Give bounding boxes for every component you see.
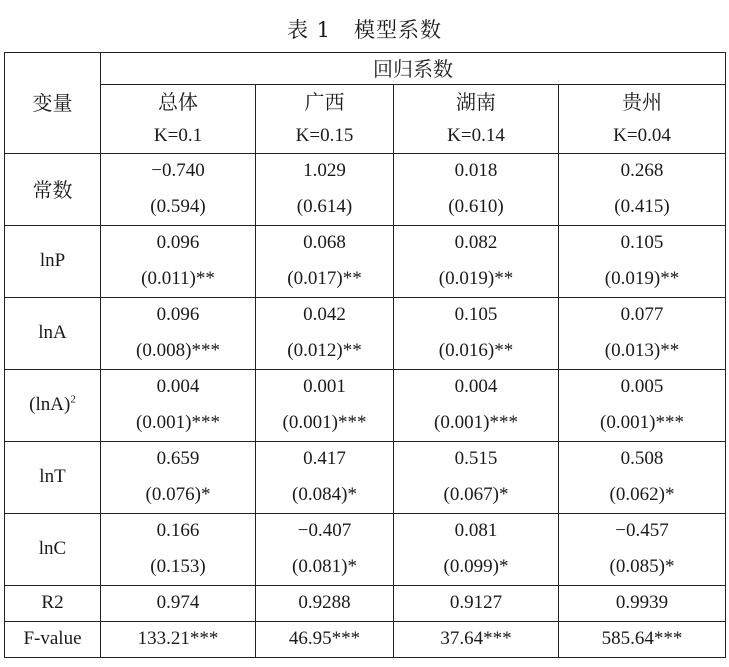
coefficient-cell: 0.268 bbox=[559, 154, 726, 190]
standard-error-cell: (0.012)** bbox=[256, 334, 394, 370]
footer-value: 133.21*** bbox=[101, 622, 256, 658]
table-row bbox=[5, 298, 726, 334]
coefficient-cell: 1.029 bbox=[256, 154, 394, 190]
header-k-value: K=0.15 bbox=[256, 120, 394, 154]
variable-label bbox=[5, 298, 101, 370]
table-row-se bbox=[5, 478, 726, 514]
coefficient-cell: 0.417 bbox=[256, 442, 394, 478]
table-row-se bbox=[5, 262, 726, 298]
coefficient-cell: 0.042 bbox=[256, 298, 394, 334]
footer-value: 0.974 bbox=[101, 586, 256, 622]
standard-error-cell: (0.081)* bbox=[256, 550, 394, 586]
footer-value: 37.64*** bbox=[394, 622, 559, 658]
standard-error-cell: (0.001)*** bbox=[559, 406, 726, 442]
table-row-se bbox=[5, 190, 726, 226]
coefficient-cell: 0.001 bbox=[256, 370, 394, 406]
variable-label-superscript: 2 bbox=[70, 393, 76, 406]
standard-error-cell: (0.019)** bbox=[394, 262, 559, 298]
header-regression-coefficients: 回归系数 bbox=[101, 53, 726, 85]
variable-label-text: 常数 bbox=[32, 177, 73, 202]
footer-row bbox=[5, 586, 726, 622]
standard-error-cell: (0.062)* bbox=[559, 478, 726, 514]
table-body bbox=[5, 53, 726, 658]
header-k-value: K=0.14 bbox=[394, 120, 559, 154]
coefficient-cell: 0.105 bbox=[559, 226, 726, 262]
footer-value: 0.9288 bbox=[256, 586, 394, 622]
coefficient-cell: −0.407 bbox=[256, 514, 394, 550]
header-column: 湖南 bbox=[394, 85, 559, 120]
coefficient-cell: 0.515 bbox=[394, 442, 559, 478]
table-row bbox=[5, 442, 726, 478]
footer-value: 585.64*** bbox=[559, 622, 726, 658]
table-row bbox=[5, 514, 726, 550]
header-variable: 变量 bbox=[5, 53, 101, 154]
standard-error-cell: (0.067)* bbox=[394, 478, 559, 514]
table-row-se bbox=[5, 550, 726, 586]
standard-error-cell: (0.011)** bbox=[101, 262, 256, 298]
variable-label-text: lnP bbox=[39, 250, 66, 272]
coefficient-cell: 0.018 bbox=[394, 154, 559, 190]
coefficient-cell: −0.740 bbox=[101, 154, 256, 190]
table-row-se bbox=[5, 334, 726, 370]
standard-error-cell: (0.001)*** bbox=[101, 406, 256, 442]
coefficient-cell: 0.096 bbox=[101, 226, 256, 262]
standard-error-cell: (0.001)*** bbox=[394, 406, 559, 442]
model-coefficients-table bbox=[4, 52, 726, 658]
standard-error-cell: (0.099)* bbox=[394, 550, 559, 586]
variable-label-text: lnT bbox=[39, 466, 66, 488]
table-row-se bbox=[5, 406, 726, 442]
header-row-columns bbox=[5, 85, 726, 120]
variable-label-text: lnA bbox=[38, 322, 67, 344]
footer-label: R2 bbox=[5, 586, 101, 622]
variable-label bbox=[5, 514, 101, 586]
table-row bbox=[5, 370, 726, 406]
header-row-k bbox=[5, 120, 726, 154]
coefficient-cell: 0.508 bbox=[559, 442, 726, 478]
footer-row bbox=[5, 622, 726, 658]
coefficient-cell: 0.077 bbox=[559, 298, 726, 334]
variable-label bbox=[5, 370, 101, 442]
coefficient-cell: 0.082 bbox=[394, 226, 559, 262]
variable-label bbox=[5, 154, 101, 226]
coefficient-cell: 0.096 bbox=[101, 298, 256, 334]
variable-label bbox=[5, 442, 101, 514]
standard-error-cell: (0.008)*** bbox=[101, 334, 256, 370]
footer-value: 0.9939 bbox=[559, 586, 726, 622]
coefficient-cell: 0.068 bbox=[256, 226, 394, 262]
coefficient-cell: 0.105 bbox=[394, 298, 559, 334]
standard-error-cell: (0.001)*** bbox=[256, 406, 394, 442]
standard-error-cell: (0.614) bbox=[256, 190, 394, 226]
header-column: 总体 bbox=[101, 85, 256, 120]
standard-error-cell: (0.153) bbox=[101, 550, 256, 586]
coefficient-cell: 0.659 bbox=[101, 442, 256, 478]
footer-label: F-value bbox=[5, 622, 101, 658]
standard-error-cell: (0.013)** bbox=[559, 334, 726, 370]
coefficient-cell: 0.081 bbox=[394, 514, 559, 550]
standard-error-cell: (0.594) bbox=[101, 190, 256, 226]
header-column: 广西 bbox=[256, 85, 394, 120]
variable-label bbox=[5, 226, 101, 298]
coefficient-cell: 0.166 bbox=[101, 514, 256, 550]
header-row-group bbox=[5, 53, 726, 85]
standard-error-cell: (0.076)* bbox=[101, 478, 256, 514]
table-row bbox=[5, 154, 726, 190]
header-column: 贵州 bbox=[559, 85, 726, 120]
footer-value: 0.9127 bbox=[394, 586, 559, 622]
standard-error-cell: (0.016)** bbox=[394, 334, 559, 370]
table-row bbox=[5, 226, 726, 262]
standard-error-cell: (0.415) bbox=[559, 190, 726, 226]
footer-value: 46.95*** bbox=[256, 622, 394, 658]
standard-error-cell: (0.019)** bbox=[559, 262, 726, 298]
coefficient-cell: 0.005 bbox=[559, 370, 726, 406]
coefficient-cell: 0.004 bbox=[394, 370, 559, 406]
standard-error-cell: (0.610) bbox=[394, 190, 559, 226]
standard-error-cell: (0.084)* bbox=[256, 478, 394, 514]
coefficient-cell: 0.004 bbox=[101, 370, 256, 406]
header-k-value: K=0.04 bbox=[559, 120, 726, 154]
variable-label-text: (lnA) bbox=[29, 394, 71, 416]
header-k-value: K=0.1 bbox=[101, 120, 256, 154]
table-caption: 表 1 模型系数 bbox=[286, 18, 443, 42]
standard-error-cell: (0.017)** bbox=[256, 262, 394, 298]
variable-label-text: lnC bbox=[38, 538, 67, 560]
coefficient-cell: −0.457 bbox=[559, 514, 726, 550]
standard-error-cell: (0.085)* bbox=[559, 550, 726, 586]
